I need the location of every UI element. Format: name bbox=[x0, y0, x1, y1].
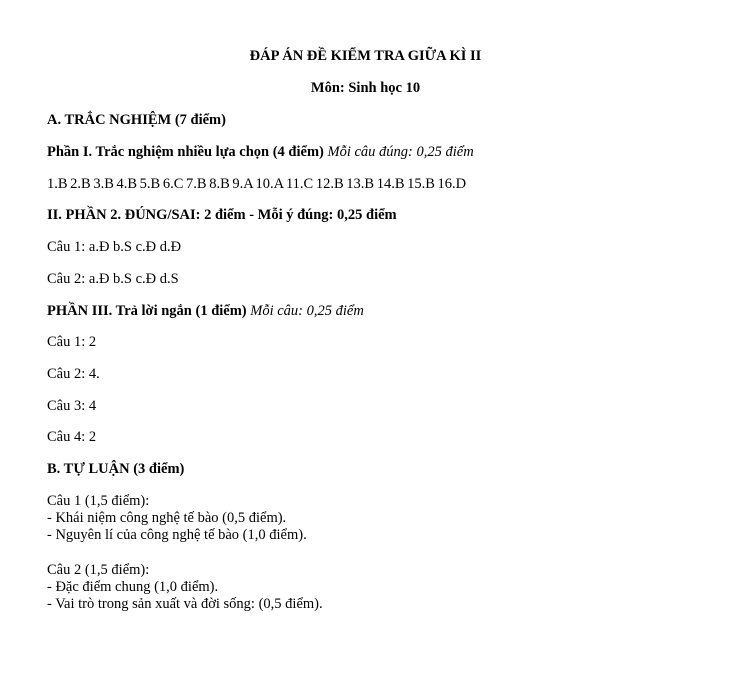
part3-heading-line bbox=[47, 302, 364, 320]
part3-question-2: Câu 2: 4. bbox=[47, 366, 100, 382]
part2-question-1: Câu 1: a.Đ b.S c.Đ d.Đ bbox=[47, 239, 182, 255]
part1-note: Mỗi câu đúng: 0,25 điểm bbox=[327, 144, 474, 160]
essay-question-2-title: Câu 2 (1,5 điểm): bbox=[47, 562, 150, 578]
part3-question-3: Câu 3: 4 bbox=[47, 398, 97, 414]
part1-heading-line bbox=[47, 143, 474, 161]
part1-heading: Phần I. Trắc nghiệm nhiều lựa chọn (4 điểm) bbox=[47, 144, 324, 160]
part3-heading: PHẦN III. Trả lời ngắn (1 điểm) bbox=[47, 303, 247, 319]
section-b-heading: B. TỰ LUẬN (3 điểm) bbox=[47, 461, 185, 477]
part3-note: Mỗi câu: 0,25 điểm bbox=[250, 303, 364, 319]
essay-question-1 bbox=[47, 493, 307, 544]
document-title: ĐÁP ÁN ĐỀ KIỂM TRA GIỮA KÌ II bbox=[249, 48, 482, 64]
part3-question-1: Câu 1: 2 bbox=[47, 334, 97, 350]
part2-heading: II. PHẦN 2. ĐÚNG/SAI: 2 điểm - Mỗi ý đúng: 0,25 điểm bbox=[47, 207, 397, 223]
part2-question-2: Câu 2: a.Đ b.S c.Đ d.S bbox=[47, 271, 179, 287]
essay-question-2-point-1: - Đặc điểm chung (1,0 điểm). bbox=[47, 579, 219, 595]
section-a-heading: A. TRẮC NGHIỆM (7 điểm) bbox=[47, 112, 226, 128]
part3-question-4: Câu 4: 2 bbox=[47, 429, 97, 445]
essay-question-1-point-1: - Khái niệm công nghệ tế bào (0,5 điểm). bbox=[47, 510, 287, 526]
part1-answers: 1.B 2.B 3.B 4.B 5.B 6.C 7.B 8.B 9.A 10.A 11.C 12.B 13.B 14.B 15.B 16.D bbox=[47, 176, 467, 192]
essay-question-1-point-2: - Nguyên lí của công nghệ tế bào (1,0 điểm). bbox=[47, 527, 307, 543]
essay-question-1-title: Câu 1 (1,5 điểm): bbox=[47, 493, 150, 509]
subject-line: Môn: Sinh học 10 bbox=[310, 80, 421, 96]
essay-question-2-point-2: - Vai trò trong sản xuất và đời sống: (0,5 điểm). bbox=[47, 596, 323, 612]
essay-question-2 bbox=[47, 562, 323, 613]
